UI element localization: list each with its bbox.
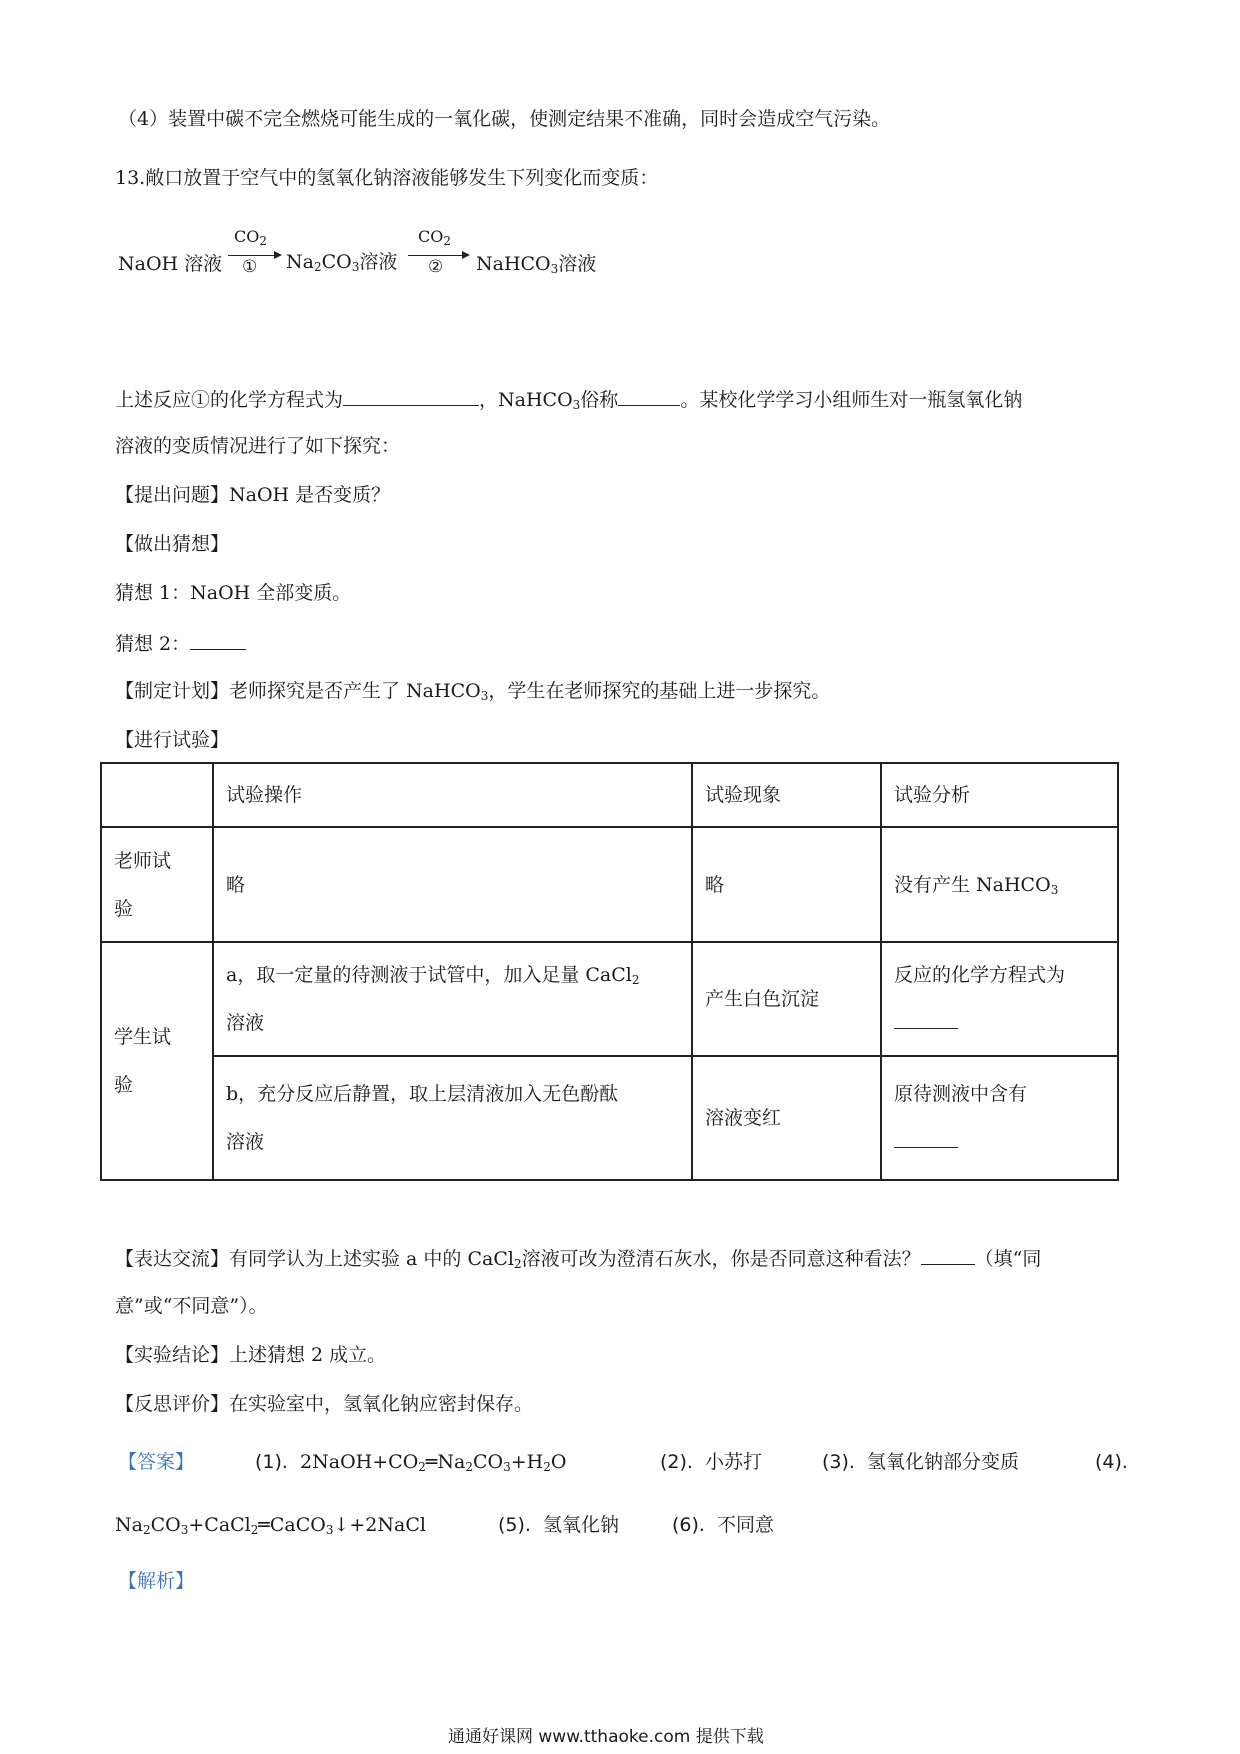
species-nahco3: NaHCO$_3$溶液	[476, 253, 597, 276]
table-row-teacher	[101, 827, 1118, 942]
discussion-line2: 意”或“不同意”）。	[115, 1295, 268, 1317]
student-a-phenomenon: 产生白色沉淀	[692, 942, 881, 1056]
table-header-operation: 试验操作	[213, 763, 692, 827]
answer-6: (6). 不同意	[672, 1514, 775, 1536]
reagent-co2-1: $CO_2$	[234, 227, 267, 248]
answer-2: (2). 小苏打	[660, 1451, 763, 1473]
guess-2: 猜想 2：	[115, 629, 246, 657]
table-header-analysis: 试验分析	[881, 763, 1118, 827]
reaction-arrow-2	[408, 255, 468, 256]
species-naoh: NaOH 溶液	[118, 253, 223, 275]
blank-common-name[interactable]	[618, 385, 680, 406]
student-b-phenomenon: 溶液变红	[692, 1056, 881, 1180]
blank-equation-1[interactable]	[343, 385, 479, 406]
blank-equation-a[interactable]	[894, 1008, 958, 1029]
conclusion-line: 【实验结论】上述猜想 2 成立。	[115, 1344, 387, 1366]
teacher-analysis: 没有产生 NaHCO$_3$	[881, 827, 1118, 942]
teacher-phenomenon: 略	[692, 827, 881, 942]
student-a-operation: a，取一定量的待测液于试管中，加入足量 CaCl$_2$ 溶液	[213, 942, 692, 1056]
problem-text: NaOH 是否变质？	[229, 484, 391, 506]
blank-guess-2[interactable]	[190, 629, 246, 650]
reflection-line: 【反思评价】在实验室中，氢氧化钠应密封保存。	[115, 1393, 534, 1415]
plan-line: 【制定计划】老师探究是否产生了 NaHCO$_3$，学生在老师探究的基础上进一步探究。	[115, 680, 831, 703]
student-b-analysis: 原待测液中含有	[881, 1056, 1118, 1180]
teacher-operation: 略	[213, 827, 692, 942]
experiment-table	[100, 762, 1119, 1181]
analysis-tag: 【解析】	[118, 1570, 195, 1592]
problem-tag: 【提出问题】	[115, 484, 230, 506]
problem-line	[115, 482, 390, 508]
step-1-label: ①	[242, 257, 258, 277]
question-paragraph-line1: 上述反应①的化学方程式为 ，NaHCO$_3$俗称 。某校化学学习小组师生对一瓶氢氧化钠	[115, 385, 1022, 413]
reaction-arrow-1	[228, 255, 280, 256]
discussion-line1: 【表达交流】有同学认为上述实验 a 中的 CaCl$_2$溶液可改为澄清石灰水，你是否同意这种看法？ （填“同	[115, 1244, 1041, 1272]
teacher-label: 老师试 验	[101, 827, 213, 942]
blank-agree[interactable]	[921, 1244, 975, 1265]
student-b-operation: b，充分反应后静置，取上层清液加入无色酚酞 溶液	[213, 1056, 692, 1180]
experiment-tag: 【进行试验】	[115, 729, 230, 751]
question-stem	[115, 165, 658, 191]
guess-tag: 【做出猜想】	[115, 533, 230, 555]
answer-5: (5). 氢氧化钠	[498, 1514, 620, 1536]
table-header-corner	[101, 763, 213, 827]
table-row-student-b	[101, 1056, 1118, 1180]
blank-contains[interactable]	[894, 1127, 958, 1148]
reagent-co2-2: $CO_2$	[418, 227, 451, 248]
student-a-analysis: 反应的化学方程式为	[881, 942, 1118, 1056]
species-na2co3: $Na_2CO_3$溶液	[286, 251, 398, 274]
answer-4: $Na_2CO_3+CaCl_2═CaCO_3↓+2NaCl$	[115, 1514, 426, 1537]
question-number: 13.	[115, 167, 146, 189]
table-header-phenomenon: 试验现象	[692, 763, 881, 827]
student-label: 学生试 验	[101, 942, 213, 1180]
answer-1: (1). $2NaOH+CO_2═Na_2CO_3+H_2O$	[255, 1451, 567, 1474]
question-stem-text: 敞口放置于空气中的氢氧化钠溶液能够发生下列变化而变质：	[145, 167, 659, 189]
reaction-scheme	[118, 225, 598, 285]
answer-3: (3). 氢氧化钠部分变质	[822, 1451, 1020, 1473]
guess-1: 猜想 1：NaOH 全部变质。	[115, 582, 352, 604]
table-row-student-a	[101, 942, 1118, 1056]
table-header-row	[101, 763, 1118, 827]
step-2-label: ②	[428, 257, 444, 277]
previous-answer-4: （4）装置中碳不完全燃烧可能生成的一氧化碳，使测定结果不准确，同时会造成空气污染。	[118, 108, 891, 130]
answer-4-number: (4).	[1095, 1451, 1128, 1473]
answer-tag: 【答案】	[118, 1451, 195, 1473]
question-paragraph-line2: 溶液的变质情况进行了如下探究：	[115, 435, 401, 457]
footer-text: 通通好课网 www.tthaoke.com 提供下载	[448, 1727, 764, 1747]
